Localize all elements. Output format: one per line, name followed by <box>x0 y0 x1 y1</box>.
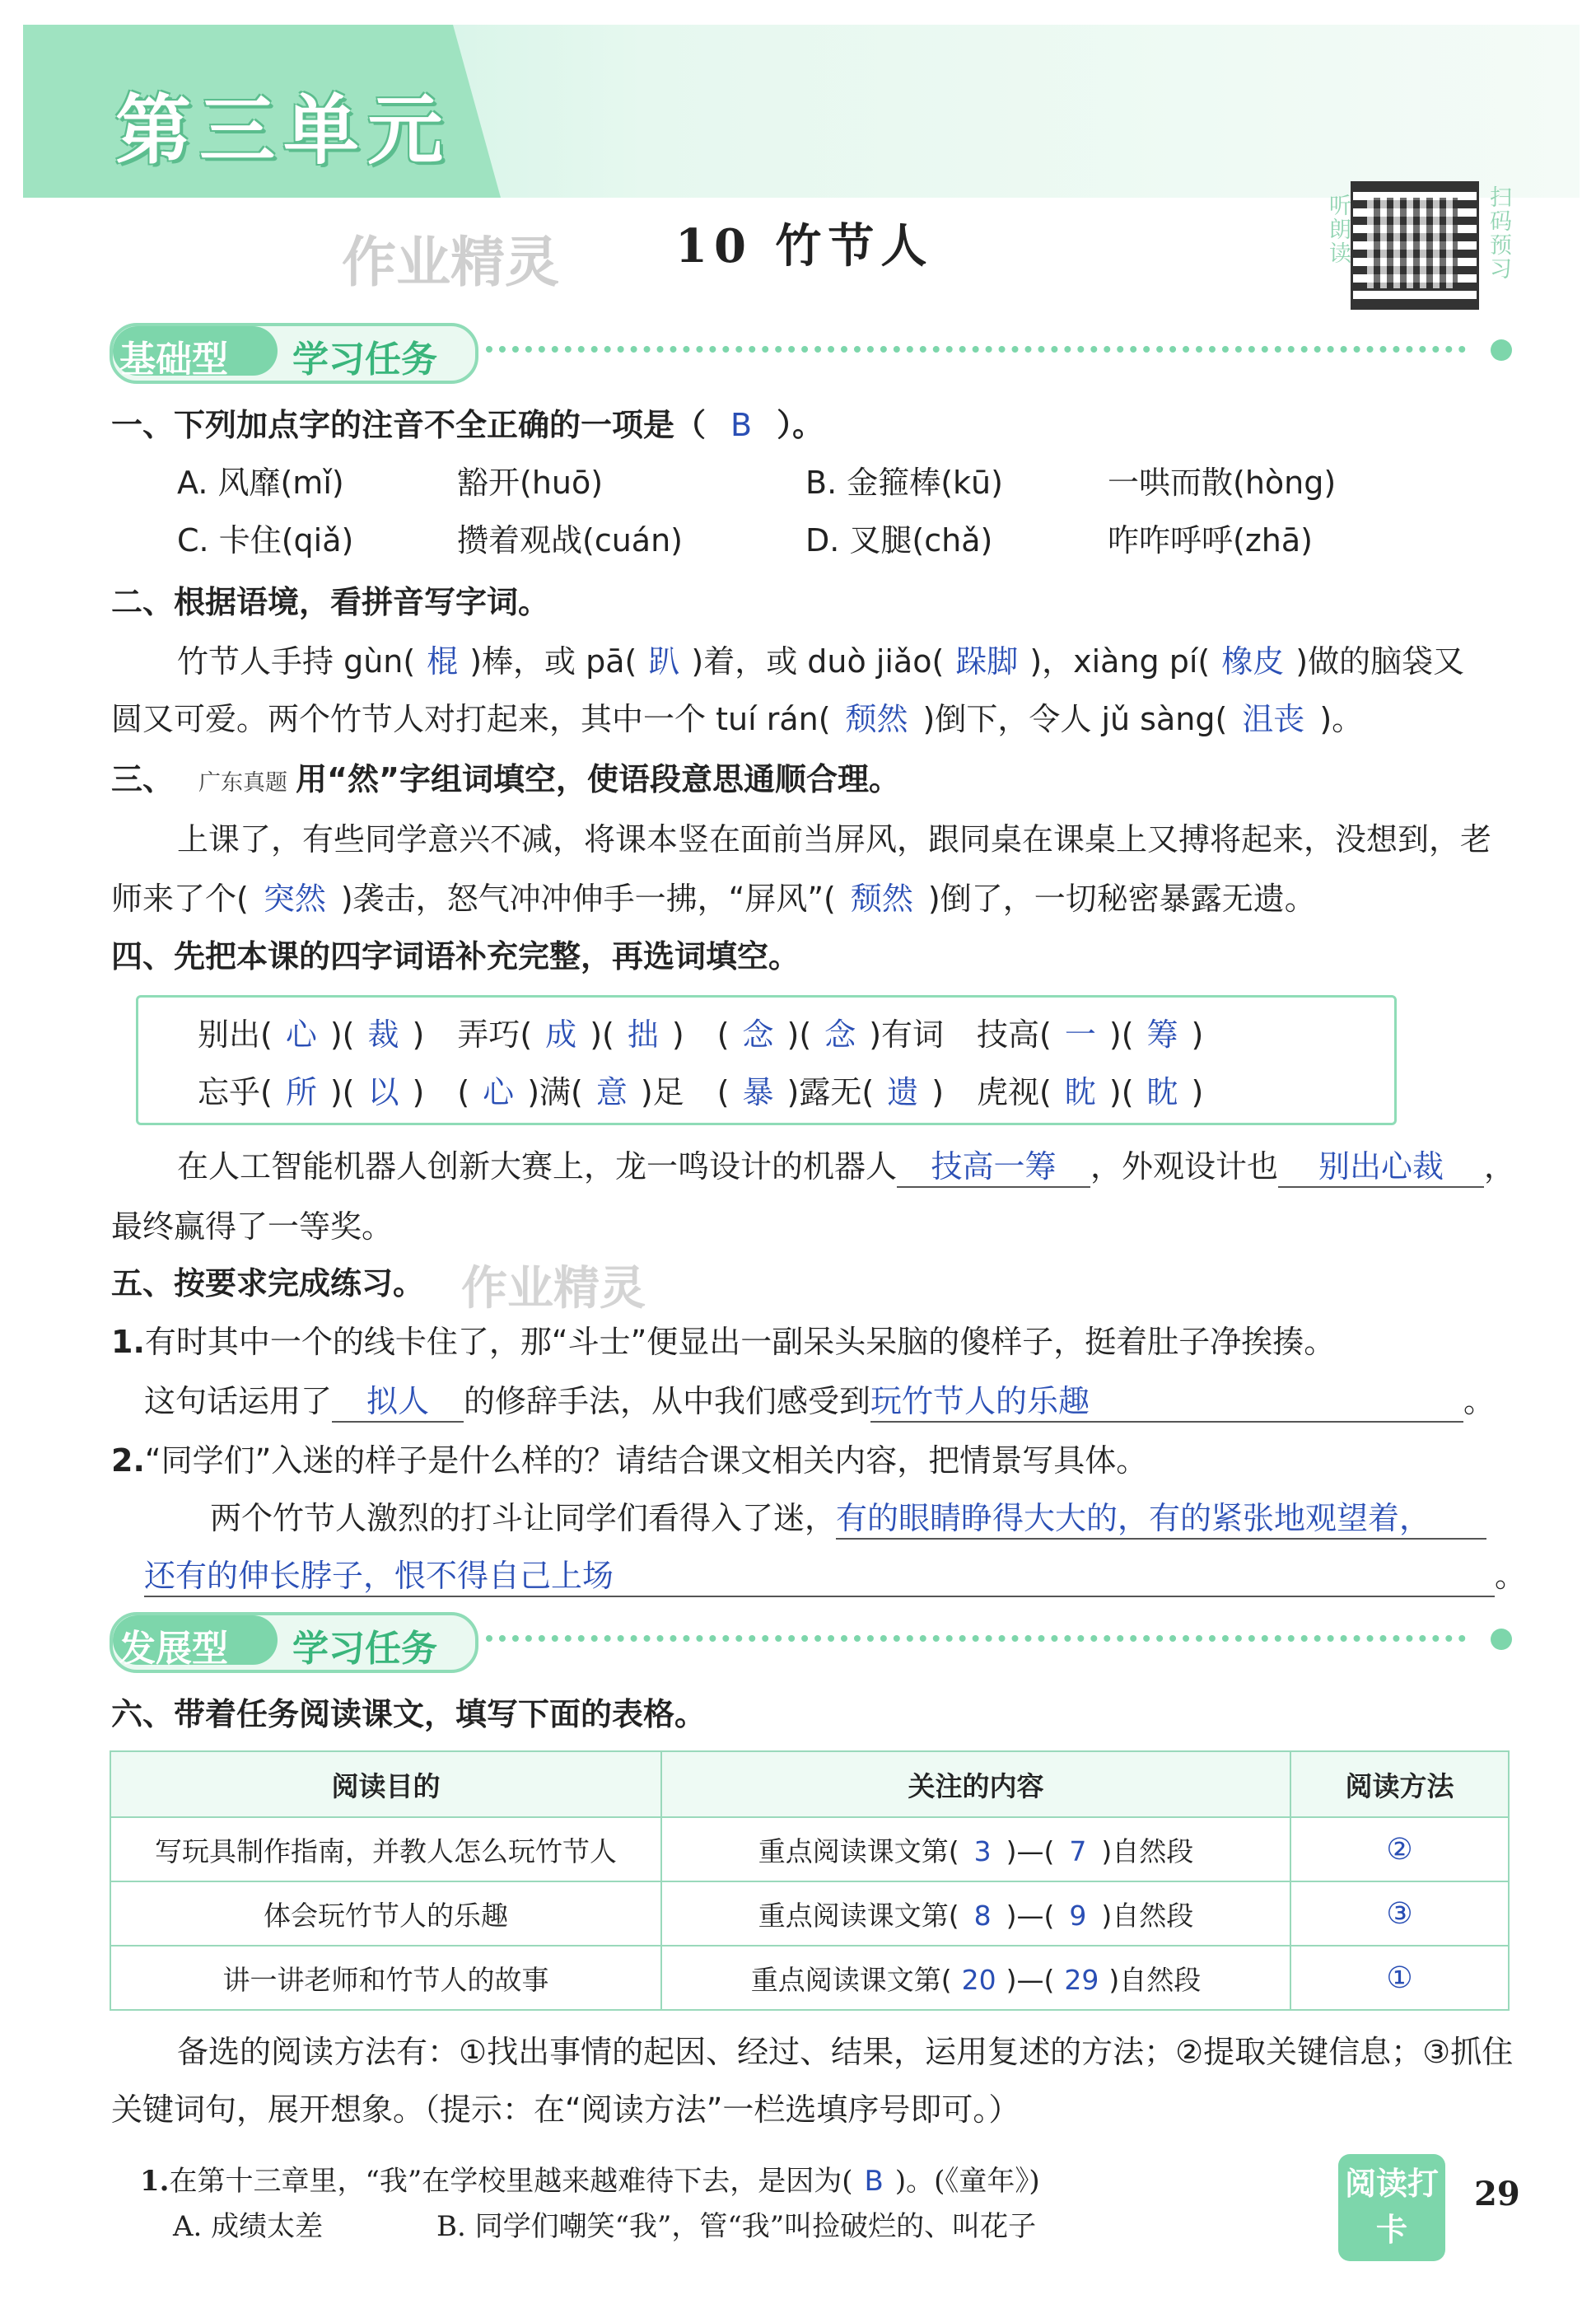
footer-option-b: B. 同学们嘲笑“我”，管“我”叫捡破烂的、叫花子 <box>436 2210 1037 2243</box>
section-label: 学习任务 <box>292 339 437 381</box>
q4-title: 四、先把本课的四字词语补充完整，再选词填空。 <box>111 938 800 974</box>
q1-prompt: 一、下列加点字的注音不全正确的一项是（ B ）。 <box>111 407 824 443</box>
q5-blank-2[interactable]: 玩竹节人的乐趣 <box>870 1376 1463 1423</box>
divider-dot <box>1491 339 1512 361</box>
q1-option: 攒着观战(cuán) <box>457 522 683 558</box>
section-divider <box>486 346 1466 353</box>
q4-blank-2[interactable]: 别出心裁 <box>1278 1141 1484 1188</box>
table-row: 讲一讲老师和竹节人的故事 重点阅读课文第( 20 )—( 29 )自然段 ① <box>110 1946 1509 2010</box>
idiom-row-2: 忘乎( 所 )( 以 ) ( 心 )满( 意 )足 ( 暴 )露无( 遗 ) 虎视( 眈 )( 眈 ) <box>198 1074 1204 1110</box>
qr-label-listen: 听朗读 <box>1325 194 1351 265</box>
q5-sub1: 1.有时其中一个的线卡住了，那“斗士”便显出一副呆头呆脑的傻样子，挺着肚子净挨揍。 <box>111 1324 1336 1360</box>
qr-pattern <box>1367 198 1458 288</box>
page-number: 29 <box>1474 2175 1520 2213</box>
col-header-purpose: 阅读目的 <box>110 1751 661 1817</box>
q5-blank-1[interactable]: 拟人 <box>332 1376 464 1423</box>
col-header-method: 阅读方法 <box>1290 1751 1509 1817</box>
table-row: 写玩具制作指南，并教人怎么玩竹节人 重点阅读课文第( 3 )—( 7 )自然段 ② <box>110 1817 1509 1881</box>
q3-title: 三、 广东真题 用“然”字组词填空，使语段意思通顺合理。 <box>111 761 900 797</box>
watermark: 作业精灵 <box>342 231 559 294</box>
q1-option: D. 叉腿(chǎ) <box>805 522 993 558</box>
watermark: 作业精灵 <box>461 1262 646 1316</box>
q1-answer: B <box>730 407 753 443</box>
col-header-content: 关注的内容 <box>661 1751 1290 1817</box>
table-row: 体会玩竹节人的乐趣 重点阅读课文第( 8 )—( 9 )自然段 ③ <box>110 1881 1509 1946</box>
footer-question: 1.在第十三章里，“我”在学校里越来越难待下去，是因为( B )。(《童年》) <box>140 2165 1040 2198</box>
section-tag: 基础型 <box>119 339 228 381</box>
q2-line1: 竹节人手持 gùn( 棍 )棒，或 pā( 趴 )着，或 duò jiǎo( 跺脚 )，xiàng pí( 橡皮 )做的脑袋又 <box>177 643 1465 680</box>
q5-answer-line-1[interactable]: 有的眼睛睁得大大的，有的紧张地观望着， <box>836 1493 1486 1540</box>
qr-label-scan: 扫码预习 <box>1486 185 1511 281</box>
q4-blank-1[interactable]: 技高一筹 <box>897 1141 1090 1188</box>
q2-line2: 圆又可爱。两个竹节人对打起来，其中一个 tuí rán( 颓然 )倒下，令人 jǔ sàng( 沮丧 )。 <box>111 701 1364 737</box>
q1-option: 豁开(huō) <box>457 465 604 501</box>
idiom-row-1: 别出( 心 )( 裁 ) 弄巧( 成 )( 拙 ) ( 念 )( 念 )有词 技高( 一 )( 筹 ) <box>198 1016 1204 1053</box>
q5-sub2: 2.“同学们”入迷的样子是什么样的？请结合课文相关内容，把情景写具体。 <box>111 1442 1148 1479</box>
q4-sentence: 在人工智能机器人创新大赛上，龙一鸣设计的机器人 技高一筹 ，外观设计也 别出心裁 ， <box>177 1141 1515 1188</box>
q5-sub2-answer-2: 还有的伸长脖子，恨不得自己上场 。 <box>144 1550 1526 1597</box>
q5-title: 五、按要求完成练习。 <box>111 1265 425 1302</box>
q6-title: 六、带着任务阅读课文，填写下面的表格。 <box>111 1696 707 1732</box>
q3-tag: 广东真题 <box>198 770 288 796</box>
section-label: 学习任务 <box>292 1628 437 1670</box>
q5-answer-line-2[interactable]: 还有的伸长脖子，恨不得自己上场 <box>144 1550 1495 1597</box>
q1-option: 咋咋呼呼(zhā) <box>1108 522 1313 558</box>
q5-sub1-fill: 这句话运用了 拟人 的修辞手法，从中我们感受到玩竹节人的乐趣 。 <box>144 1376 1495 1423</box>
q1-option: 一哄而散(hòng) <box>1108 465 1337 501</box>
lesson-title: 10 竹节人 <box>675 219 934 273</box>
q4-sentence-end: 最终赢得了一等奖。 <box>111 1208 394 1245</box>
q1-option: B. 金箍棒(kū) <box>805 465 1003 501</box>
q6-note-1: 备选的阅读方法有：①找出事情的起因、经过、结果，运用复述的方法；②提取关键信息；③抓住 <box>177 2034 1514 2070</box>
q5-sub2-answer: 两个竹节人激烈的打斗让同学们看得入了迷，有的眼睛睁得大大的，有的紧张地观望着， <box>210 1493 1486 1540</box>
unit-title: 第三单元 <box>115 86 452 175</box>
section-tag: 发展型 <box>119 1628 228 1670</box>
q6-note-2: 关键词句，展开想象。（提示：在“阅读方法”一栏选填序号即可。） <box>111 2091 1020 2128</box>
q1-option: C. 卡住(qiǎ) <box>177 522 354 558</box>
divider-dot <box>1491 1629 1512 1650</box>
q1-option: A. 风靡(mǐ) <box>177 465 344 501</box>
reading-checkin-badge[interactable]: 阅读打卡 <box>1338 2154 1445 2261</box>
section-divider <box>486 1635 1466 1642</box>
q3-line2: 师来了个( 突然 )袭击，怒气冲冲伸手一拂，“屏风”( 颓然 )倒了，一切秘密暴露无遗。 <box>111 881 1316 917</box>
q2-title: 二、根据语境，看拼音写字词。 <box>111 584 550 620</box>
q3-line1: 上课了，有些同学意兴不减，将课本竖在面前当屏风，跟同桌在课桌上又搏将起来，没想到，老 <box>177 821 1492 858</box>
footer-option-a: A. 成绩太差 <box>173 2210 324 2243</box>
reading-table <box>110 1750 1510 2011</box>
